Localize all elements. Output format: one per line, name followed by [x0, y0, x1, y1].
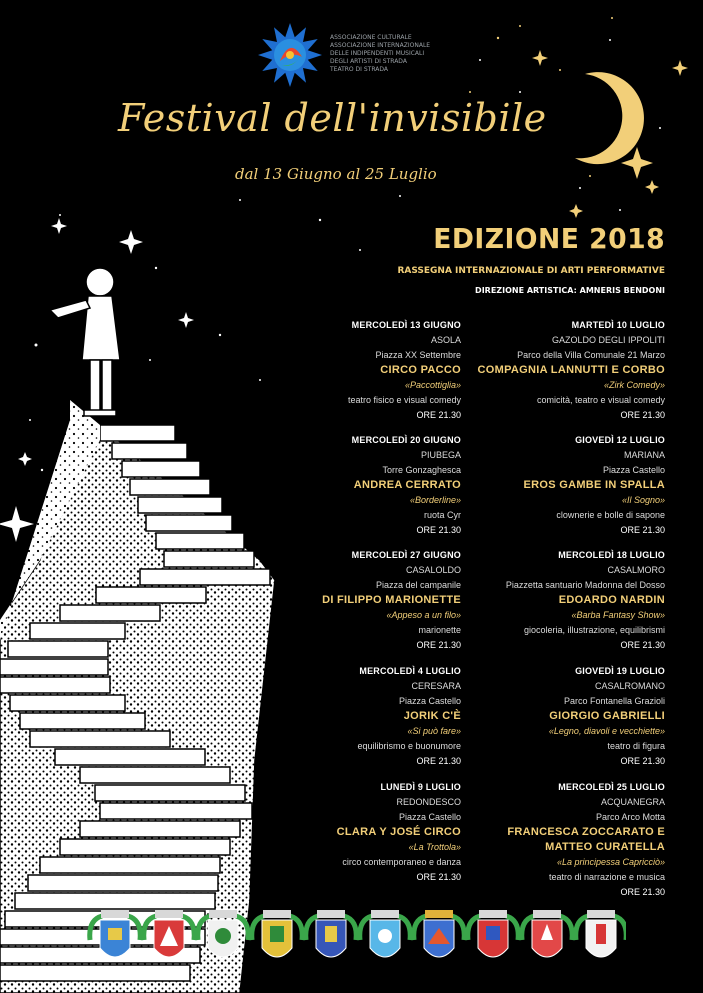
event-show: «La Trottola»	[408, 842, 461, 852]
event-genre: teatro fisico e visual comedy	[347, 395, 461, 405]
event-performer: EROS GAMBE IN SPALLA	[523, 479, 665, 491]
event-show: «Zirk Comedy»	[603, 380, 665, 390]
event-day: MERCOLEDÌ 4 LUGLIO	[359, 666, 461, 676]
crest-icon	[306, 910, 357, 957]
event-town: REDONDESCO	[396, 797, 461, 807]
event-day: MERCOLEDÌ 18 LUGLIO	[558, 550, 665, 560]
event-card	[475, 433, 665, 538]
event-genre: giocoleria, illustrazione, equilibrismi	[523, 625, 665, 635]
event-place: Piazza Castello	[398, 696, 461, 706]
event-time: ORE 21.30	[416, 525, 461, 535]
edition-title: EDIZIONE 2018	[433, 222, 665, 255]
event-town: PIUBEGA	[420, 450, 461, 460]
event-performer: DI FILIPPO MARIONETTE	[322, 594, 461, 606]
crest-icon	[468, 910, 519, 957]
event-show: «Borderline»	[409, 495, 461, 505]
event-time: ORE 21.30	[620, 640, 665, 650]
event-show: «Appeso a un filo»	[386, 610, 461, 620]
event-performer: EDOARDO NARDIN	[558, 594, 665, 606]
event-performer: GIORGIO GABRIELLI	[549, 710, 665, 722]
org-line: DELLE INDIPENDENTI MUSICALI	[330, 50, 425, 57]
event-town: CASALMORO	[607, 565, 665, 575]
event-day: MARTEDÌ 10 LUGLIO	[571, 320, 665, 330]
event-performer: CIRCO PACCO	[380, 364, 461, 376]
event-show: «Barba Fantasy Show»	[571, 610, 665, 620]
event-place: Parco Fontanella Grazioli	[563, 696, 665, 706]
event-place: Parco Arco Motta	[595, 812, 665, 822]
event-day: GIOVEDÌ 19 LUGLIO	[575, 666, 665, 676]
crest-icon	[144, 910, 195, 957]
event-place: Piazzetta santuario Madonna del Dosso	[505, 580, 665, 590]
artistic-direction: DIREZIONE ARTISTICA: AMNERIS BENDONI	[475, 286, 665, 295]
event-day: LUNEDÌ 9 LUGLIO	[380, 782, 461, 792]
child-figure	[50, 268, 120, 416]
event-performer: CLARA Y JOSÉ CIRCO	[336, 826, 461, 838]
event-genre: comicità, teatro e visual comedy	[536, 395, 665, 405]
event-card	[271, 433, 461, 538]
event-place: Parco della Villa Comunale 21 Marzo	[517, 350, 665, 360]
event-day: GIOVEDÌ 12 LUGLIO	[575, 435, 665, 445]
festival-title: Festival dell'invisibile	[118, 96, 547, 140]
crest-icon	[252, 910, 303, 957]
event-time: ORE 21.30	[416, 756, 461, 766]
event-place: Piazza XX Settembre	[375, 350, 461, 360]
event-time: ORE 21.30	[620, 756, 665, 766]
event-card	[475, 780, 665, 900]
crest-icon	[90, 910, 141, 957]
event-day: MERCOLEDÌ 20 GIUGNO	[351, 435, 461, 445]
event-time: ORE 21.30	[416, 640, 461, 650]
staircase	[0, 400, 275, 993]
event-genre: equilibrismo e buonumore	[357, 741, 461, 751]
org-line: DEGLI ARTISTI DI STRADA	[330, 58, 407, 65]
municipality-crests	[86, 910, 626, 980]
event-card	[271, 664, 461, 769]
event-card	[271, 318, 461, 423]
event-day: MERCOLEDÌ 27 GIUGNO	[351, 550, 461, 560]
event-performer: ANDREA CERRATO	[353, 479, 461, 491]
event-performer: JORIK C'È	[403, 710, 461, 722]
org-line: TEATRO DI STRADA	[330, 66, 388, 73]
event-show: «Paccottiglia»	[404, 380, 461, 390]
festival-dates: dal 13 Giugno al 25 Luglio	[235, 165, 437, 183]
event-genre: marionette	[418, 625, 461, 635]
event-genre: circo contemporaneo e danza	[342, 857, 461, 867]
event-genre: ruota Cyr	[423, 510, 461, 520]
event-town: CERESARA	[411, 681, 461, 691]
event-town: MARIANA	[623, 450, 665, 460]
event-show: «Il Sogno»	[621, 495, 665, 505]
event-place: Piazza Castello	[398, 812, 461, 822]
crest-icon	[522, 910, 573, 957]
event-town: GAZOLDO DEGLI IPPOLITI	[551, 335, 665, 345]
event-place: Torre Gonzaghesca	[382, 465, 461, 475]
event-day: MERCOLEDÌ 25 LUGLIO	[558, 782, 665, 792]
event-time: ORE 21.30	[620, 525, 665, 535]
crest-icon	[198, 910, 249, 957]
event-town: CASALOLDO	[405, 565, 461, 575]
event-time: ORE 21.30	[620, 887, 665, 897]
event-performer: FRANCESCA ZOCCARATO E MATTEO CURATELLA	[507, 826, 665, 853]
event-place: Piazza del campanile	[375, 580, 461, 590]
org-line: ASSOCIAZIONE INTERNAZIONALE	[330, 42, 431, 49]
festival-subtitle: RASSEGNA INTERNAZIONALE DI ARTI PERFORMATIVE	[397, 266, 665, 276]
org-line: ASSOCIAZIONE CULTURALE	[330, 34, 412, 41]
festival-logo	[255, 22, 325, 92]
event-time: ORE 21.30	[416, 410, 461, 420]
event-card	[475, 318, 665, 423]
event-card	[271, 780, 461, 885]
organization-text	[330, 34, 460, 74]
event-show: «Legno, diavoli e vecchiette»	[548, 726, 665, 736]
crest-icon	[360, 910, 411, 957]
event-performer: COMPAGNIA LANNUTTI E CORBO	[477, 364, 665, 376]
event-show: «La principessa Capricciò»	[556, 857, 665, 867]
crest-icon	[576, 910, 626, 957]
event-time: ORE 21.30	[620, 410, 665, 420]
event-place: Piazza Castello	[602, 465, 665, 475]
event-genre: teatro di figura	[607, 741, 665, 751]
event-show: «Si può fare»	[407, 726, 461, 736]
event-town: CASALROMANO	[594, 681, 665, 691]
crest-icon	[414, 910, 465, 957]
event-genre: clownerie e bolle di sapone	[556, 510, 665, 520]
event-day: MERCOLEDÌ 13 GIUGNO	[351, 320, 461, 330]
event-genre: teatro di narrazione e musica	[548, 872, 665, 882]
event-town: ACQUANEGRA	[600, 797, 665, 807]
event-card	[475, 664, 665, 769]
event-town: ASOLA	[430, 335, 461, 345]
event-time: ORE 21.30	[416, 872, 461, 882]
event-card	[475, 548, 665, 653]
event-card	[271, 548, 461, 653]
